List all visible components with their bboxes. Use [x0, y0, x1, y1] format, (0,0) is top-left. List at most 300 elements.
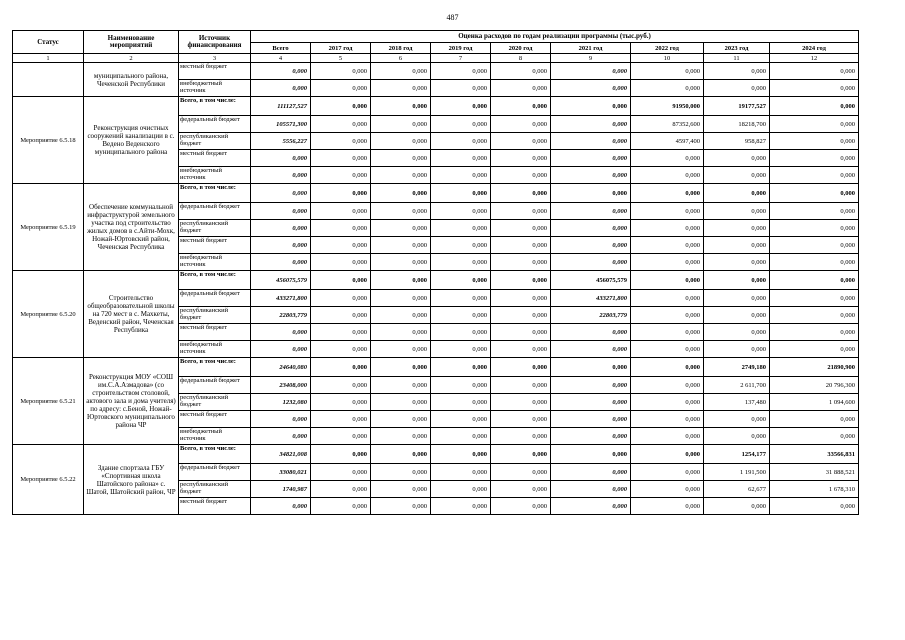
- activity-name-cell: Реконструкция МОУ «СОШ им.С.А.Азмадова» (со строительством столовой, актового зала и дома учителя) по адресу: с.Беной, Ножай-Юртовского муниципального района ЧР: [84, 358, 179, 445]
- activity-name-cell: Здание спортзала ГБУ «Спортивная школа Шатойского района» с. Шатой, Шатойский район, ЧР: [84, 445, 179, 515]
- value-cell: 0,000: [551, 80, 631, 97]
- value-cell: 0,000: [311, 307, 371, 324]
- value-cell: 0,000: [311, 150, 371, 167]
- status-cell: [13, 63, 84, 97]
- value-cell: 0,000: [704, 184, 770, 203]
- value-cell: 33566,831: [770, 445, 859, 464]
- value-cell: 0,000: [431, 411, 491, 428]
- value-cell: 0,000: [371, 271, 431, 290]
- table-row: [13, 97, 859, 116]
- value-cell: 0,000: [551, 133, 631, 150]
- value-cell: 0,000: [491, 481, 551, 498]
- value-cell: 0,000: [551, 377, 631, 394]
- value-cell: 0,000: [770, 167, 859, 184]
- value-cell: 0,000: [431, 341, 491, 358]
- header-year-7: 2023 год: [704, 43, 770, 54]
- value-cell: 0,000: [631, 254, 704, 271]
- column-number: 8: [491, 54, 551, 63]
- value-cell: 0,000: [251, 63, 311, 80]
- value-cell: 0,000: [770, 220, 859, 237]
- value-cell: 0,000: [770, 184, 859, 203]
- column-number: 12: [770, 54, 859, 63]
- value-cell: 0,000: [251, 203, 311, 220]
- status-cell: Мероприятие 6.5.19: [13, 184, 84, 271]
- value-cell: 0,000: [431, 498, 491, 515]
- funding-source-cell: внебюджетный источник: [179, 254, 251, 271]
- value-cell: 0,000: [704, 307, 770, 324]
- value-cell: 0,000: [770, 324, 859, 341]
- value-cell: 0,000: [371, 428, 431, 445]
- value-cell: 0,000: [631, 498, 704, 515]
- value-cell: 4597,400: [631, 133, 704, 150]
- value-cell: 22803,779: [551, 307, 631, 324]
- value-cell: 2 611,700: [704, 377, 770, 394]
- value-cell: 0,000: [631, 237, 704, 254]
- value-cell: 0,000: [431, 133, 491, 150]
- value-cell: 0,000: [371, 116, 431, 133]
- value-cell: 0,000: [311, 254, 371, 271]
- column-number: 11: [704, 54, 770, 63]
- value-cell: 0,000: [311, 428, 371, 445]
- value-cell: 1232,080: [251, 394, 311, 411]
- value-cell: 0,000: [371, 394, 431, 411]
- value-cell: 0,000: [311, 464, 371, 481]
- value-cell: 0,000: [311, 203, 371, 220]
- value-cell: 0,000: [704, 271, 770, 290]
- funding-source-cell: Всего, в том числе:: [179, 97, 251, 116]
- value-cell: 0,000: [491, 150, 551, 167]
- value-cell: 0,000: [371, 63, 431, 80]
- activity-name-cell: муниципального района, Чеченской Республики: [84, 63, 179, 97]
- value-cell: 0,000: [770, 97, 859, 116]
- value-cell: 2749,180: [704, 358, 770, 377]
- value-cell: 21890,900: [770, 358, 859, 377]
- funding-source-cell: республиканский бюджет: [179, 220, 251, 237]
- value-cell: 0,000: [251, 324, 311, 341]
- value-cell: 0,000: [770, 290, 859, 307]
- value-cell: 0,000: [251, 167, 311, 184]
- funding-source-cell: внебюджетный источник: [179, 341, 251, 358]
- value-cell: 0,000: [371, 307, 431, 324]
- value-cell: 0,000: [311, 184, 371, 203]
- value-cell: 0,000: [251, 254, 311, 271]
- expense-table: [12, 30, 859, 515]
- value-cell: 0,000: [311, 411, 371, 428]
- funding-source-cell: местный бюджет: [179, 63, 251, 80]
- value-cell: 0,000: [371, 80, 431, 97]
- value-cell: 0,000: [551, 394, 631, 411]
- value-cell: 1 191,500: [704, 464, 770, 481]
- column-number: 4: [251, 54, 311, 63]
- table-row: [13, 184, 859, 203]
- value-cell: 0,000: [311, 116, 371, 133]
- value-cell: 0,000: [551, 324, 631, 341]
- funding-source-cell: Всего, в том числе:: [179, 445, 251, 464]
- value-cell: 0,000: [491, 63, 551, 80]
- funding-source-cell: республиканский бюджет: [179, 481, 251, 498]
- value-cell: 0,000: [491, 167, 551, 184]
- value-cell: 0,000: [431, 63, 491, 80]
- funding-source-cell: Всего, в том числе:: [179, 184, 251, 203]
- value-cell: 0,000: [311, 271, 371, 290]
- value-cell: 0,000: [491, 97, 551, 116]
- value-cell: 0,000: [631, 394, 704, 411]
- value-cell: 0,000: [251, 428, 311, 445]
- value-cell: 0,000: [491, 498, 551, 515]
- column-number: 1: [13, 54, 84, 63]
- value-cell: 33080,021: [251, 464, 311, 481]
- value-cell: 0,000: [431, 481, 491, 498]
- value-cell: 0,000: [551, 167, 631, 184]
- value-cell: 62,677: [704, 481, 770, 498]
- value-cell: 0,000: [491, 133, 551, 150]
- funding-source-cell: местный бюджет: [179, 237, 251, 254]
- value-cell: 24640,080: [251, 358, 311, 377]
- value-cell: 0,000: [770, 203, 859, 220]
- value-cell: 0,000: [371, 324, 431, 341]
- value-cell: 0,000: [431, 220, 491, 237]
- value-cell: 0,000: [311, 97, 371, 116]
- value-cell: 0,000: [491, 307, 551, 324]
- value-cell: 0,000: [431, 116, 491, 133]
- funding-source-cell: Всего, в том числе:: [179, 358, 251, 377]
- value-cell: 137,480: [704, 394, 770, 411]
- value-cell: 0,000: [631, 271, 704, 290]
- header-year-4: 2020 год: [491, 43, 551, 54]
- value-cell: 0,000: [551, 220, 631, 237]
- value-cell: 0,000: [770, 133, 859, 150]
- value-cell: 0,000: [551, 237, 631, 254]
- header-year-8: 2024 год: [770, 43, 859, 54]
- column-number: 5: [311, 54, 371, 63]
- page-number: 487: [446, 13, 459, 22]
- value-cell: 0,000: [631, 63, 704, 80]
- value-cell: 0,000: [371, 184, 431, 203]
- value-cell: 31 888,521: [770, 464, 859, 481]
- value-cell: 456075,579: [251, 271, 311, 290]
- funding-source-cell: внебюджетный источник: [179, 428, 251, 445]
- header-name: Наименование мероприятий: [84, 31, 179, 54]
- value-cell: 0,000: [770, 80, 859, 97]
- value-cell: 0,000: [770, 307, 859, 324]
- value-cell: 0,000: [311, 498, 371, 515]
- value-cell: 0,000: [311, 358, 371, 377]
- funding-source-cell: местный бюджет: [179, 150, 251, 167]
- value-cell: 0,000: [491, 411, 551, 428]
- column-number: 10: [631, 54, 704, 63]
- value-cell: 0,000: [491, 464, 551, 481]
- value-cell: 5556,227: [251, 133, 311, 150]
- activity-name-cell: Строительство общеобразовательной школы на 720 мест в с. Махкеты, Веденский район, Чеченская Республика: [84, 271, 179, 358]
- funding-source-cell: местный бюджет: [179, 324, 251, 341]
- value-cell: 0,000: [431, 150, 491, 167]
- value-cell: 456075,579: [551, 271, 631, 290]
- value-cell: 0,000: [631, 445, 704, 464]
- value-cell: 0,000: [704, 150, 770, 167]
- table-row: [13, 63, 859, 80]
- value-cell: 0,000: [631, 428, 704, 445]
- value-cell: 18218,700: [704, 116, 770, 133]
- status-cell: Мероприятие 6.5.22: [13, 445, 84, 515]
- header-year-0: Всего: [251, 43, 311, 54]
- value-cell: 0,000: [431, 428, 491, 445]
- value-cell: 0,000: [371, 220, 431, 237]
- value-cell: 0,000: [251, 80, 311, 97]
- value-cell: 0,000: [491, 116, 551, 133]
- value-cell: 0,000: [431, 307, 491, 324]
- status-cell: Мероприятие 6.5.20: [13, 271, 84, 358]
- value-cell: 0,000: [311, 290, 371, 307]
- funding-source-cell: местный бюджет: [179, 498, 251, 515]
- value-cell: 0,000: [631, 203, 704, 220]
- value-cell: 0,000: [770, 150, 859, 167]
- value-cell: 0,000: [551, 445, 631, 464]
- value-cell: 0,000: [491, 358, 551, 377]
- header-year-3: 2019 год: [431, 43, 491, 54]
- value-cell: 0,000: [371, 498, 431, 515]
- activity-name-cell: Обеспечение коммунальной инфраструктурой земельного участка под строительство жилых домов в с.Айти-Мохк, Ножай-Юртовский район, Чеченская Республика: [84, 184, 179, 271]
- value-cell: 0,000: [770, 63, 859, 80]
- value-cell: 0,000: [631, 150, 704, 167]
- value-cell: 0,000: [551, 97, 631, 116]
- value-cell: 0,000: [431, 271, 491, 290]
- value-cell: 0,000: [491, 290, 551, 307]
- value-cell: 0,000: [371, 411, 431, 428]
- value-cell: 0,000: [551, 203, 631, 220]
- value-cell: 0,000: [631, 358, 704, 377]
- value-cell: 0,000: [311, 220, 371, 237]
- value-cell: 0,000: [770, 237, 859, 254]
- value-cell: 0,000: [371, 150, 431, 167]
- value-cell: 0,000: [491, 184, 551, 203]
- value-cell: 0,000: [251, 237, 311, 254]
- value-cell: 0,000: [371, 481, 431, 498]
- value-cell: 0,000: [251, 411, 311, 428]
- value-cell: 105571,300: [251, 116, 311, 133]
- value-cell: 0,000: [770, 116, 859, 133]
- value-cell: 0,000: [431, 237, 491, 254]
- value-cell: 0,000: [551, 411, 631, 428]
- value-cell: 0,000: [704, 324, 770, 341]
- value-cell: 0,000: [311, 237, 371, 254]
- value-cell: 0,000: [704, 341, 770, 358]
- value-cell: 0,000: [704, 203, 770, 220]
- value-cell: 0,000: [551, 116, 631, 133]
- value-cell: 91950,000: [631, 97, 704, 116]
- table-row: [13, 271, 859, 290]
- funding-source-cell: федеральный бюджет: [179, 464, 251, 481]
- value-cell: 0,000: [551, 63, 631, 80]
- value-cell: 0,000: [704, 411, 770, 428]
- value-cell: 0,000: [631, 184, 704, 203]
- value-cell: 0,000: [311, 394, 371, 411]
- value-cell: 0,000: [491, 237, 551, 254]
- column-number: 6: [371, 54, 431, 63]
- value-cell: 22803,779: [251, 307, 311, 324]
- funding-source-cell: республиканский бюджет: [179, 133, 251, 150]
- value-cell: 0,000: [491, 220, 551, 237]
- column-number: 7: [431, 54, 491, 63]
- value-cell: 0,000: [371, 237, 431, 254]
- value-cell: 0,000: [491, 80, 551, 97]
- value-cell: 433271,800: [251, 290, 311, 307]
- value-cell: 0,000: [251, 150, 311, 167]
- table-row: [13, 358, 859, 377]
- value-cell: 0,000: [491, 203, 551, 220]
- header-year-5: 2021 год: [551, 43, 631, 54]
- funding-source-cell: федеральный бюджет: [179, 203, 251, 220]
- value-cell: 1254,177: [704, 445, 770, 464]
- value-cell: 0,000: [631, 411, 704, 428]
- value-cell: 1 678,310: [770, 481, 859, 498]
- column-number: 3: [179, 54, 251, 63]
- header-year-6: 2022 год: [631, 43, 704, 54]
- funding-source-cell: федеральный бюджет: [179, 116, 251, 133]
- value-cell: 0,000: [371, 97, 431, 116]
- value-cell: 0,000: [704, 167, 770, 184]
- funding-source-cell: Всего, в том числе:: [179, 271, 251, 290]
- value-cell: 1740,987: [251, 481, 311, 498]
- value-cell: 0,000: [770, 498, 859, 515]
- value-cell: 0,000: [251, 341, 311, 358]
- value-cell: 0,000: [371, 133, 431, 150]
- value-cell: 87352,600: [631, 116, 704, 133]
- value-cell: 0,000: [371, 445, 431, 464]
- value-cell: 0,000: [371, 377, 431, 394]
- value-cell: 0,000: [770, 411, 859, 428]
- column-number: 9: [551, 54, 631, 63]
- value-cell: 0,000: [631, 307, 704, 324]
- value-cell: 0,000: [371, 254, 431, 271]
- value-cell: 0,000: [704, 290, 770, 307]
- value-cell: 0,000: [311, 80, 371, 97]
- value-cell: 0,000: [371, 290, 431, 307]
- value-cell: 0,000: [631, 80, 704, 97]
- value-cell: 0,000: [431, 394, 491, 411]
- value-cell: 0,000: [311, 341, 371, 358]
- value-cell: 0,000: [371, 203, 431, 220]
- value-cell: 0,000: [704, 237, 770, 254]
- value-cell: 0,000: [704, 254, 770, 271]
- value-cell: 23408,000: [251, 377, 311, 394]
- header-estimate: Оценка расходов по годам реализации программы (тыс.руб.): [251, 31, 859, 43]
- value-cell: 0,000: [431, 445, 491, 464]
- value-cell: 0,000: [311, 324, 371, 341]
- value-cell: 0,000: [551, 464, 631, 481]
- value-cell: 0,000: [491, 324, 551, 341]
- value-cell: 0,000: [704, 220, 770, 237]
- value-cell: 0,000: [491, 445, 551, 464]
- value-cell: 0,000: [311, 377, 371, 394]
- value-cell: 0,000: [431, 80, 491, 97]
- value-cell: 0,000: [311, 445, 371, 464]
- value-cell: 20 796,300: [770, 377, 859, 394]
- value-cell: 0,000: [631, 341, 704, 358]
- value-cell: 0,000: [431, 97, 491, 116]
- value-cell: 19177,527: [704, 97, 770, 116]
- value-cell: 0,000: [491, 428, 551, 445]
- value-cell: 0,000: [251, 184, 311, 203]
- value-cell: 0,000: [431, 167, 491, 184]
- value-cell: 0,000: [551, 428, 631, 445]
- value-cell: 0,000: [704, 63, 770, 80]
- value-cell: 0,000: [551, 358, 631, 377]
- value-cell: 0,000: [371, 358, 431, 377]
- value-cell: 0,000: [631, 167, 704, 184]
- value-cell: 0,000: [251, 220, 311, 237]
- value-cell: 1 094,600: [770, 394, 859, 411]
- value-cell: 0,000: [371, 341, 431, 358]
- value-cell: 0,000: [631, 377, 704, 394]
- value-cell: 34821,008: [251, 445, 311, 464]
- value-cell: 0,000: [704, 498, 770, 515]
- header-year-2: 2018 год: [371, 43, 431, 54]
- value-cell: 0,000: [631, 220, 704, 237]
- value-cell: 0,000: [631, 290, 704, 307]
- value-cell: 0,000: [551, 184, 631, 203]
- value-cell: 0,000: [491, 341, 551, 358]
- value-cell: 0,000: [311, 481, 371, 498]
- value-cell: 0,000: [551, 481, 631, 498]
- header-status: Статус: [13, 31, 84, 54]
- value-cell: 0,000: [770, 341, 859, 358]
- funding-source-cell: местный бюджет: [179, 411, 251, 428]
- value-cell: 0,000: [491, 394, 551, 411]
- value-cell: 0,000: [431, 358, 491, 377]
- value-cell: 0,000: [770, 428, 859, 445]
- value-cell: 0,000: [431, 464, 491, 481]
- value-cell: 0,000: [371, 464, 431, 481]
- value-cell: 0,000: [431, 324, 491, 341]
- table-row: [13, 445, 859, 464]
- value-cell: 0,000: [431, 254, 491, 271]
- funding-source-cell: республиканский бюджет: [179, 394, 251, 411]
- value-cell: 0,000: [704, 428, 770, 445]
- value-cell: 0,000: [631, 464, 704, 481]
- value-cell: 0,000: [491, 377, 551, 394]
- value-cell: 433271,800: [551, 290, 631, 307]
- value-cell: 0,000: [491, 254, 551, 271]
- funding-source-cell: федеральный бюджет: [179, 377, 251, 394]
- value-cell: 0,000: [770, 254, 859, 271]
- funding-source-cell: внебюджетный источник: [179, 80, 251, 97]
- value-cell: 0,000: [551, 341, 631, 358]
- funding-source-cell: республиканский бюджет: [179, 307, 251, 324]
- value-cell: 0,000: [251, 498, 311, 515]
- activity-name-cell: Реконструкция очистных сооружений канализации в с. Ведено Веденского муниципального района: [84, 97, 179, 184]
- value-cell: 0,000: [491, 271, 551, 290]
- value-cell: 0,000: [371, 167, 431, 184]
- value-cell: 0,000: [431, 184, 491, 203]
- value-cell: 0,000: [551, 150, 631, 167]
- value-cell: 0,000: [551, 498, 631, 515]
- value-cell: 0,000: [311, 167, 371, 184]
- value-cell: 0,000: [311, 133, 371, 150]
- funding-source-cell: внебюджетный источник: [179, 167, 251, 184]
- header-year-1: 2017 год: [311, 43, 371, 54]
- value-cell: 0,000: [311, 63, 371, 80]
- status-cell: Мероприятие 6.5.18: [13, 97, 84, 184]
- value-cell: 0,000: [770, 271, 859, 290]
- value-cell: 0,000: [704, 80, 770, 97]
- column-number: 2: [84, 54, 179, 63]
- value-cell: 0,000: [431, 203, 491, 220]
- value-cell: 0,000: [431, 377, 491, 394]
- value-cell: 958,827: [704, 133, 770, 150]
- header-source: Источник финансирования: [179, 31, 251, 54]
- status-cell: Мероприятие 6.5.21: [13, 358, 84, 445]
- value-cell: 111127,527: [251, 97, 311, 116]
